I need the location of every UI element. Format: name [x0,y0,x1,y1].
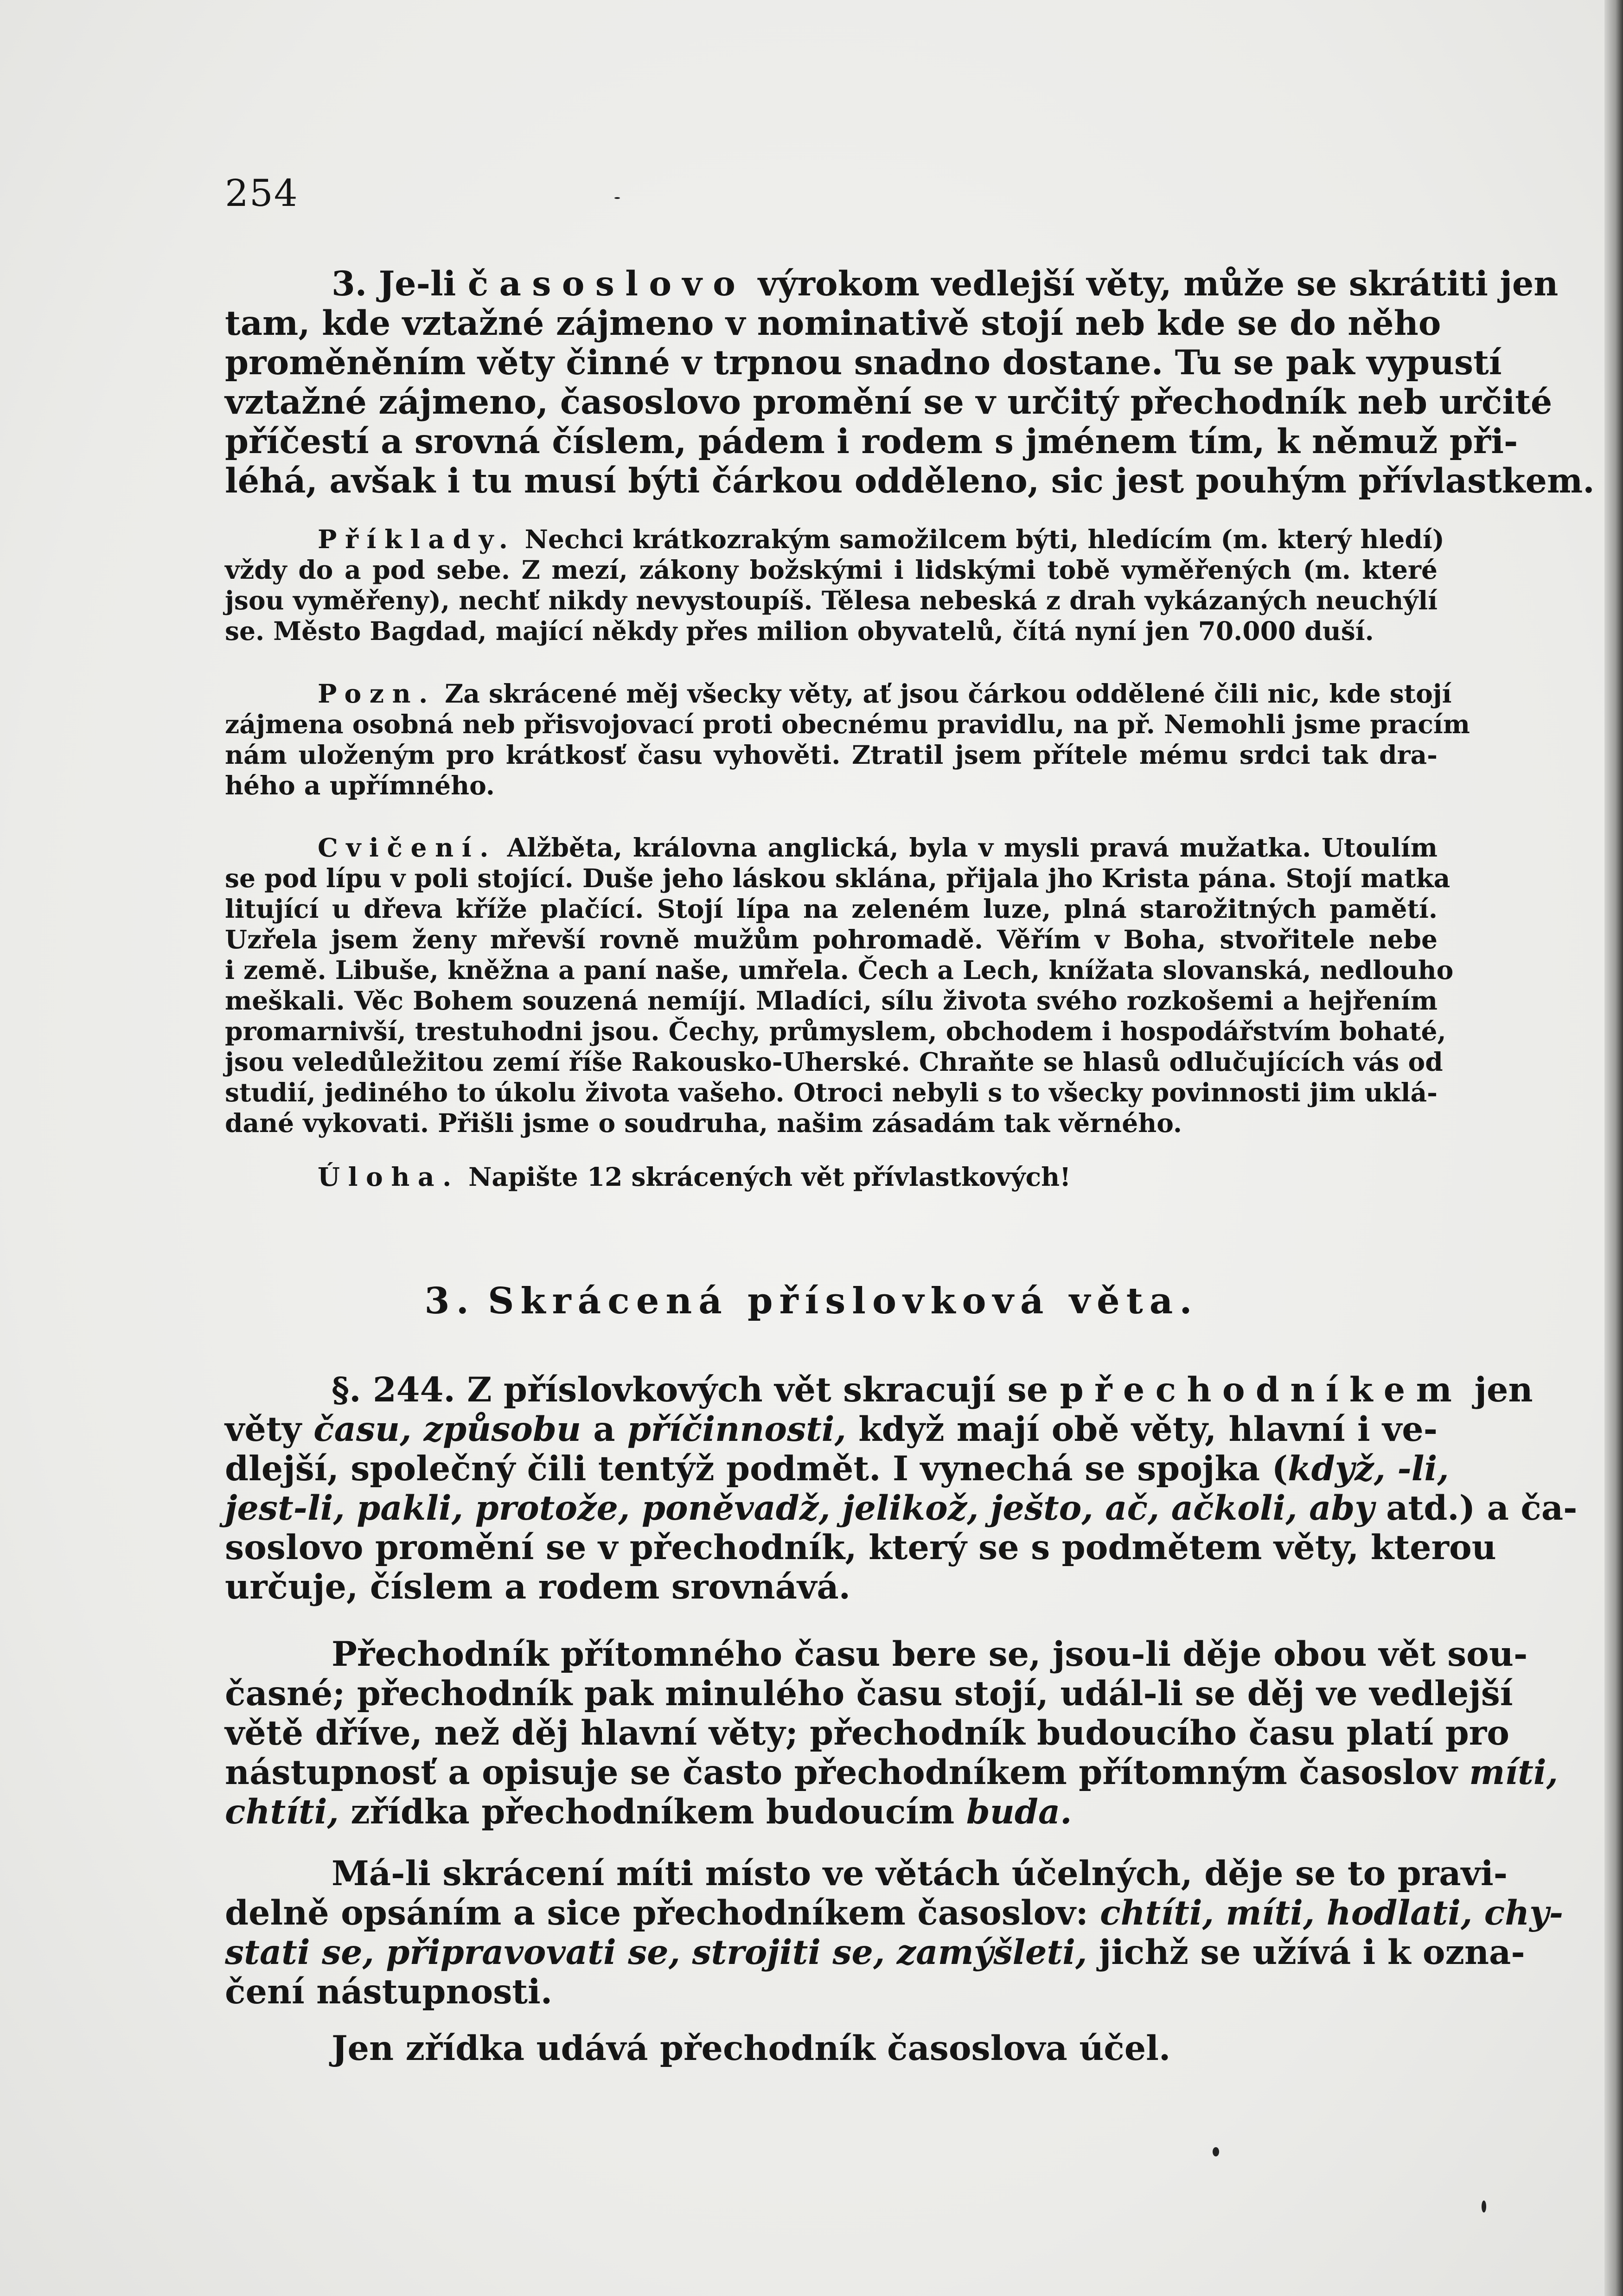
paragraph-3-line: léhá, avšak i tu musí býti čárkou odděleno, sic jest pouhým přívlastkem. [225,461,1595,501]
exercise-line: promarnivší, trestuhodni jsou. Čechy, průmyslem, obchodem i hospodářstvím bohaté, [225,1016,1446,1046]
paragraph-line: Má-li skrácení míti místo ve větách účelných, děje se to pravi- [332,1854,1508,1893]
exercise-line: jsou veledůležitou zemí říše Rakousko-Uherské. Chraňte se hlasů odlučujících vás od [225,1047,1443,1077]
paragraph-line: čení nástupnosti. [225,1972,553,2012]
paragraph-3 [225,264,1595,501]
examples-line: se. Město Bagdad, mající někdy přes milion obyvatelů, čítá nyní jen 70.000 duší. [225,616,1374,646]
exercise-line: Uzřela jsem ženy mřevší rovně mužům pohromadě. Věřím v Boha, stvořitele nebe [225,924,1438,954]
paragraph-line: stati se, připravovati se, strojiti se, zamýšleti, jichž se užívá i k ozna- [225,1932,1525,1972]
section-title: Skrácená příslovková věta. [488,1280,1199,1322]
examples-block [225,524,1444,646]
examples-line: jsou vyměřeny), nechť nikdy nevystoupíš. Tělesa nebeská z drah vykázaných neuchýlí [225,585,1438,615]
exercise-line: litující u dřeva kříže plačící. Stojí lípa na zeleném luze, plná starožitných pamětí. [225,894,1438,924]
task-line: Úloha. Napište 12 skrácených vět přívlastkových! [318,1162,1071,1192]
exercise-line: se pod lípu v poli stojící. Duše jeho láskou sklána, přijala jho Krista pána. Stojí matka [225,863,1450,893]
exercise-line: i země. Libuše, kněžna a paní naše, umřela. Čech a Lech, knížata slovanská, nedlouho [225,955,1454,985]
paragraph-3-line: tam, kde vztažné zájmeno v nominativě stojí neb kde se do něho [225,303,1441,343]
note-line: zájmena osobná neb přisvojovací proti obecnému pravidlu, na př. Nemohli jsme pracím [225,709,1470,739]
paragraph-line: Jen zřídka udává přechodník časoslova účel. [332,2028,1171,2068]
page-edge-shadow [1604,0,1623,2296]
paragraph-244-line: jest-li, pakli, protože, poněvadž, jelikož, ješto, ač, ačkoli, aby atd.) a ča- [225,1488,1578,1528]
section-heading [0,1280,1623,1322]
note-block [225,678,1470,801]
exercise-block [225,832,1454,1138]
paragraph-line: nástupnosť a opisuje se často přechodníkem přítomným časoslov míti, [225,1752,1559,1792]
paragraph-purpose-clauses [225,1854,1564,2012]
paragraph-line: časné; přechodník pak minulého času stojí, udál-li se děj ve vedlejší [225,1674,1513,1714]
paragraph-244-line: věty času, způsobu a příčinnosti, když mají obě věty, hlavní i ve- [225,1409,1438,1449]
exercise-line: dané vykovati. Přišli jsme o soudruha, našim zásadám tak věrného. [225,1108,1182,1138]
paragraph-244-line: určuje, číslem a rodem srovnává. [225,1567,851,1607]
section-number: 3. [424,1280,475,1322]
paragraph-line: chtíti, zřídka přechodníkem budoucím buda. [225,1792,1072,1832]
scan-speck [1482,2200,1486,2213]
page-number: 254 [225,172,299,215]
note-line: Pozn. Za skrácené měj všecky věty, ať jsou čárkou oddělené čili nic, kde stojí [318,678,1452,709]
exercise-line: Cvičení. Alžběta, královna anglická, byla v mysli pravá mužatka. Utoulím [318,832,1438,863]
note-line: nám uloženým pro krátkosť času vyhověti. Ztratil jsem přítele mému srdci tak dra- [225,740,1438,770]
paragraph-present-transgressive [225,1634,1559,1832]
scan-speck [614,197,620,199]
paragraph-line: větě dříve, než děj hlavní věty; přechodník budoucího času platí pro [225,1713,1509,1753]
exercise-line: meškali. Věc Bohem souzená nemíjí. Mladíci, sílu života svého rozkošemi a hejřením [225,985,1438,1016]
paragraph-3-line: příčestí a srovná číslem, pádem i rodem s jménem tím, k němuž při- [225,422,1518,461]
paragraph-line: Přechodník přítomného času bere se, jsou-li děje obou vět sou- [332,1634,1528,1674]
scan-speck [1213,2147,1219,2156]
exercise-line: studií, jediného to úkolu života vašeho. Otroci nebyli s to všecky povinnosti jim uklá- [225,1077,1438,1107]
examples-line: vždy do a pod sebe. Z mezí, zákony božskými i lidskými tobě vyměřených (m. které [225,555,1438,585]
paragraph-line: delně opsáním a sice přechodníkem časoslov: chtíti, míti, hodlati, chy- [225,1893,1564,1933]
paragraph-3-line: vztažné zájmeno, časoslovo promění se v určitý přechodník neb určité [225,382,1553,422]
paragraph-final [225,2029,1438,2068]
paragraph-244-line: dlejší, společný čili tentýž podmět. I vynechá se spojka (když, -li, [225,1449,1449,1489]
task-block [225,1162,1438,1192]
paragraph-3-line: 3. Je-li časoslovo výrokom vedlejší věty, může se skrátiti jen [332,264,1559,304]
paragraph-244-line: soslovo promění se v přechodník, který se s podmětem věty, kterou [225,1528,1496,1567]
paragraph-244-line: §. 244. Z příslovkových vět skracují se přechodníkem jen [332,1370,1533,1410]
paragraph-3-line: proměněním věty činné v trpnou snadno dostane. Tu se pak vypustí [225,343,1502,383]
examples-line: Příklady. Nechci krátkozrakým samožilcem býti, hledícím (m. který hledí) [318,524,1444,554]
paragraph-244 [225,1370,1578,1607]
note-line: hého a upřímného. [225,770,495,800]
